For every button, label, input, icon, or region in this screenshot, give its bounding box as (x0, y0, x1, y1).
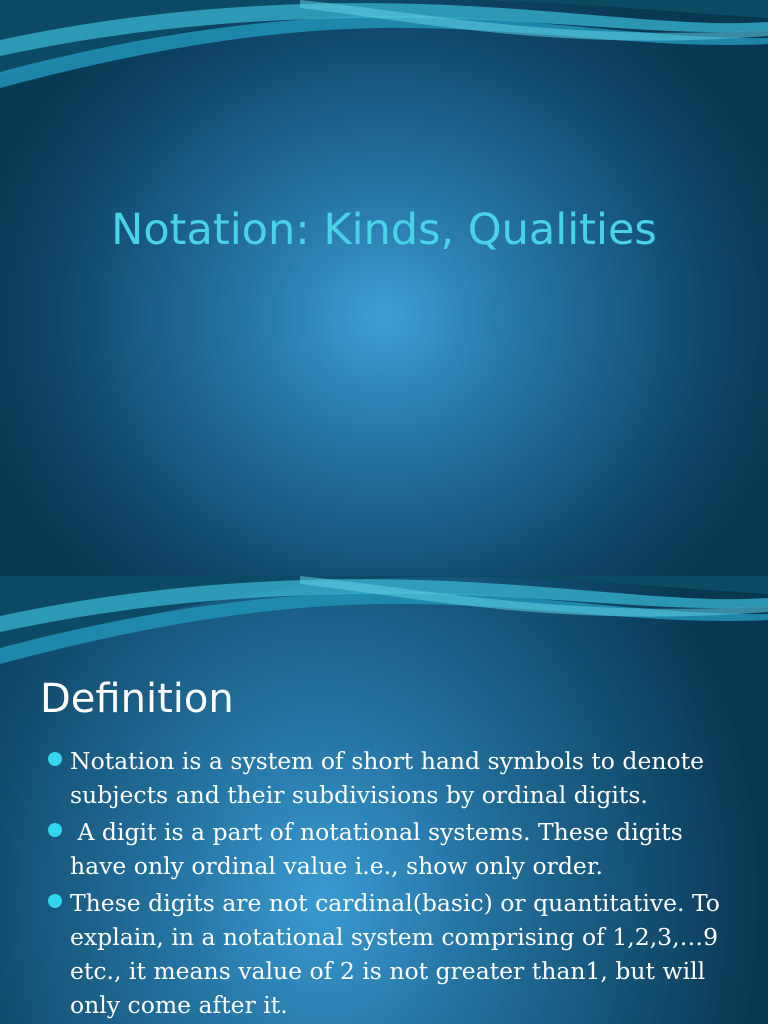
definition-slide (0, 576, 768, 1024)
slide-heading: Definition (40, 676, 234, 722)
bullet-item (46, 886, 736, 1022)
bullet-dot-icon (48, 894, 62, 908)
bullet-item (46, 815, 736, 883)
slide-title: Notation: Kinds, Qualities (111, 205, 657, 255)
bullet-dot-icon (48, 752, 62, 766)
bullet-text: Notation is a system of short hand symbols to denote subjects and their subdivisions by ordinal digits. (70, 747, 705, 809)
bullet-dot-icon (48, 823, 62, 837)
wave-decoration (0, 0, 768, 110)
bullet-item (46, 744, 736, 812)
wave-decoration (0, 576, 768, 686)
bullet-text: A digit is a part of notational systems. These digits have only ordinal value i.e., show only order. (70, 818, 691, 880)
bullet-list (46, 744, 736, 1024)
bullet-text: These digits are not cardinal(basic) or quantitative. To explain, in a notational system comprising of 1,2,3,…9 etc., it means value of 2 is not greater than1, but will only come after it. (70, 889, 720, 1019)
